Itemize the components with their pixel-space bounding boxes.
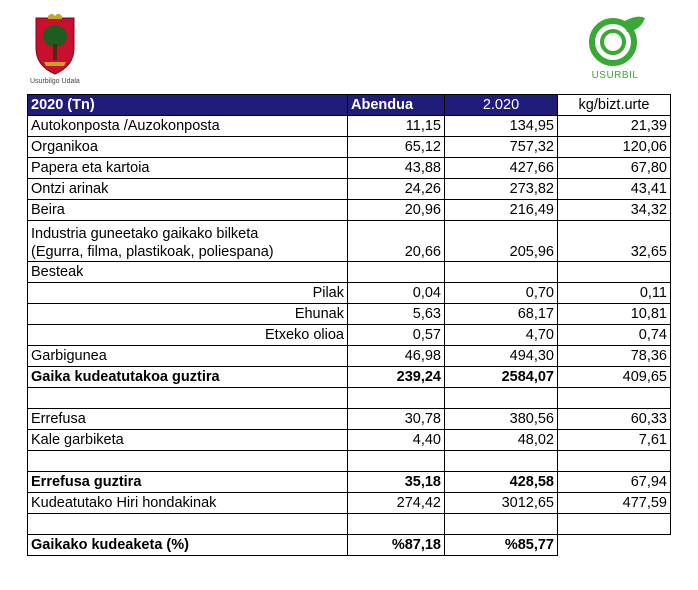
column-header-year-total: 2.020 (445, 95, 558, 116)
row-label (28, 388, 348, 409)
cell-abendua: 46,98 (348, 346, 445, 367)
row-label-line-2: (Egurra, filma, plastikoak, poliespana) (31, 244, 274, 260)
cell-abendua: %87,18 (348, 535, 445, 556)
table-row (28, 137, 671, 158)
cell-kg: 67,80 (558, 158, 671, 179)
cell-year: 380,56 (445, 409, 558, 430)
cell-year: 216,49 (445, 200, 558, 221)
cell-year (445, 514, 558, 535)
cell-year (445, 451, 558, 472)
cell-kg: 21,39 (558, 116, 671, 137)
usurbil-coat-of-arms-logo (30, 14, 80, 90)
row-label: Etxeko olioa (28, 325, 348, 346)
table-row-empty (28, 514, 671, 535)
cell-kg: 78,36 (558, 346, 671, 367)
row-label: Besteak (28, 262, 348, 283)
cell-year: 3012,65 (445, 493, 558, 514)
row-label: Organikoa (28, 137, 348, 158)
cell-kg (558, 388, 671, 409)
cell-abendua: 239,24 (348, 367, 445, 388)
cell-abendua: 20,96 (348, 200, 445, 221)
cell-abendua: 20,66 (348, 221, 445, 262)
table-row (28, 409, 671, 430)
cell-year: 68,17 (445, 304, 558, 325)
table-row (28, 116, 671, 137)
right-logo-caption: USURBIL (591, 70, 639, 81)
row-label: Kale garbiketa (28, 430, 348, 451)
row-label: Ontzi arinak (28, 179, 348, 200)
cell-kg (558, 535, 671, 556)
table-row (28, 304, 671, 325)
table-row (28, 200, 671, 221)
table-row (28, 262, 671, 283)
cell-kg: 60,33 (558, 409, 671, 430)
cell-year: 4,70 (445, 325, 558, 346)
table-row (28, 179, 671, 200)
cell-kg (558, 514, 671, 535)
row-label: Autokonposta /Auzokonposta (28, 116, 348, 137)
cell-abendua (348, 388, 445, 409)
cell-year (445, 262, 558, 283)
row-label (28, 451, 348, 472)
row-label (28, 221, 348, 262)
waste-report-table (27, 94, 671, 556)
cell-year: 273,82 (445, 179, 558, 200)
cell-abendua: 11,15 (348, 116, 445, 137)
table-row (28, 346, 671, 367)
row-label (28, 514, 348, 535)
row-label: Beira (28, 200, 348, 221)
cell-abendua (348, 514, 445, 535)
row-label-line-1: Industria guneetako gaikako bilketa (31, 226, 259, 242)
cell-abendua: 35,18 (348, 472, 445, 493)
cell-year: 427,66 (445, 158, 558, 179)
row-label: Pilak (28, 283, 348, 304)
cell-year: 205,96 (445, 221, 558, 262)
cell-year: 757,32 (445, 137, 558, 158)
cell-year: %85,77 (445, 535, 558, 556)
table-row (28, 221, 671, 262)
left-logo-caption: Usurbilgo Udala (30, 78, 80, 85)
row-label: Errefusa (28, 409, 348, 430)
table-row-percentage (28, 535, 671, 556)
cell-abendua: 0,57 (348, 325, 445, 346)
row-label: Ehunak (28, 304, 348, 325)
cell-kg: 32,65 (558, 221, 671, 262)
cell-abendua: 30,78 (348, 409, 445, 430)
cell-abendua (348, 262, 445, 283)
table-row (28, 158, 671, 179)
column-header-per-capita: kg/bizt.urte (558, 95, 671, 116)
table-row (28, 493, 671, 514)
row-label: Garbigunea (28, 346, 348, 367)
table-header-row (28, 95, 671, 116)
usurbil-green-leaf-logo-icon (583, 12, 647, 68)
cell-kg: 67,94 (558, 472, 671, 493)
cell-abendua: 5,63 (348, 304, 445, 325)
cell-kg: 0,11 (558, 283, 671, 304)
table-row (28, 430, 671, 451)
column-header-month: Abendua (348, 95, 445, 116)
cell-year (445, 388, 558, 409)
row-label: Papera eta kartoia (28, 158, 348, 179)
cell-kg: 0,74 (558, 325, 671, 346)
cell-abendua (348, 451, 445, 472)
usurbil-logo (583, 12, 647, 84)
table-row-empty (28, 388, 671, 409)
cell-kg (558, 451, 671, 472)
cell-abendua: 0,04 (348, 283, 445, 304)
cell-kg: 409,65 (558, 367, 671, 388)
cell-year: 0,70 (445, 283, 558, 304)
cell-year: 494,30 (445, 346, 558, 367)
column-header-year: 2020 (Tn) (28, 95, 348, 116)
cell-abendua: 4,40 (348, 430, 445, 451)
cell-abendua: 24,26 (348, 179, 445, 200)
table-row-empty (28, 451, 671, 472)
cell-kg: 120,06 (558, 137, 671, 158)
cell-year: 2584,07 (445, 367, 558, 388)
cell-kg: 10,81 (558, 304, 671, 325)
row-label: Kudeatutako Hiri hondakinak (28, 493, 348, 514)
table-row (28, 325, 671, 346)
coat-of-arms-icon (30, 14, 80, 76)
table-row-total (28, 472, 671, 493)
row-label: Gaikako kudeaketa (%) (28, 535, 348, 556)
cell-year: 134,95 (445, 116, 558, 137)
table-row-total (28, 367, 671, 388)
cell-kg: 34,32 (558, 200, 671, 221)
cell-kg: 7,61 (558, 430, 671, 451)
row-label: Gaika kudeatutakoa guztira (28, 367, 348, 388)
row-label: Errefusa guztira (28, 472, 348, 493)
cell-abendua: 274,42 (348, 493, 445, 514)
cell-year: 428,58 (445, 472, 558, 493)
cell-year: 48,02 (445, 430, 558, 451)
cell-abendua: 65,12 (348, 137, 445, 158)
cell-kg (558, 262, 671, 283)
cell-kg: 43,41 (558, 179, 671, 200)
table-row (28, 283, 671, 304)
cell-kg: 477,59 (558, 493, 671, 514)
cell-abendua: 43,88 (348, 158, 445, 179)
